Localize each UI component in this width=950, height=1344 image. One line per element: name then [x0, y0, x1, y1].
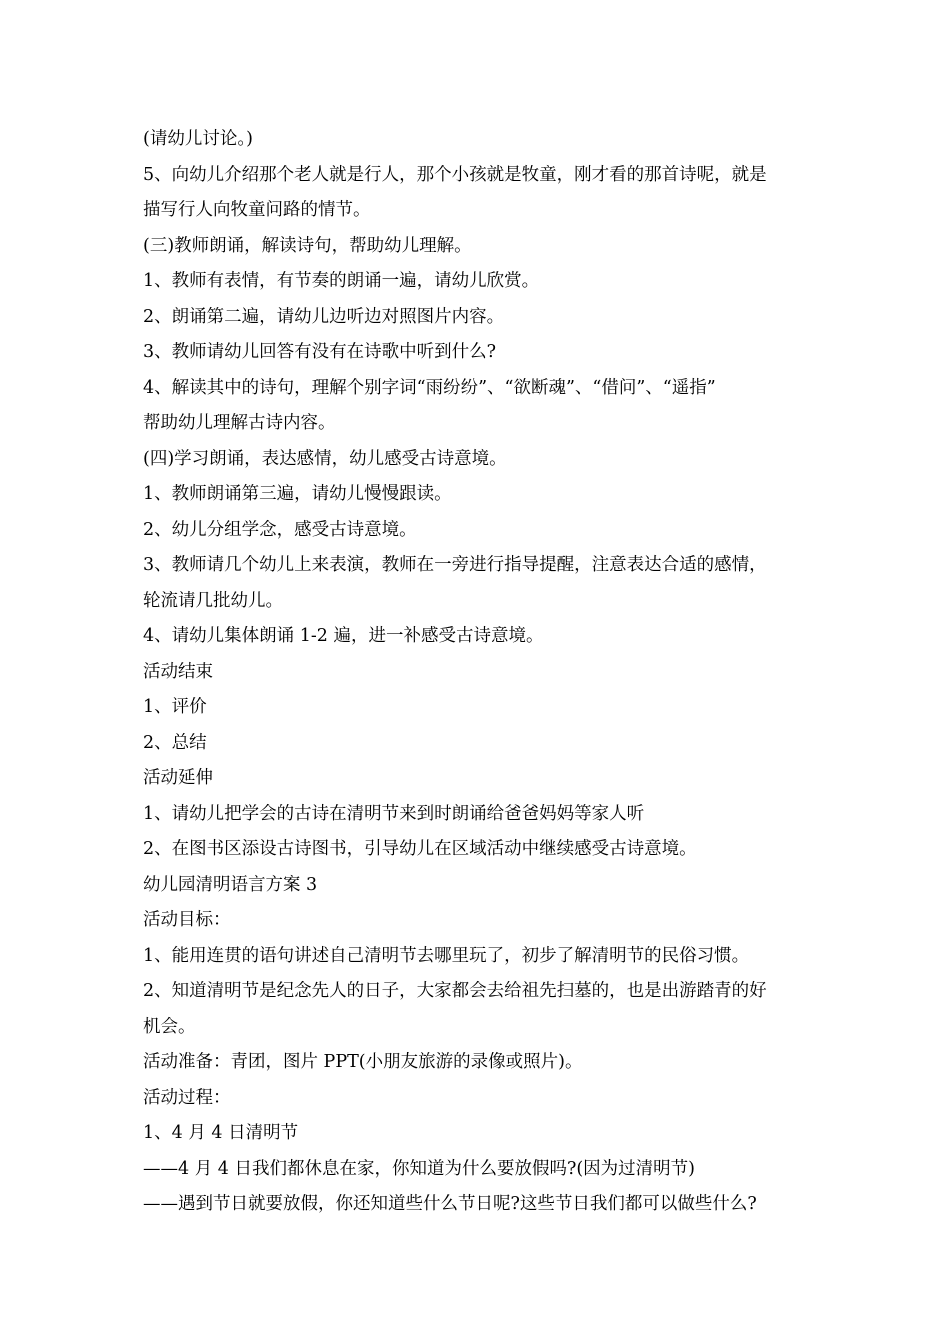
text-line: 2、在图书区添设古诗图书，引导幼儿在区域活动中继续感受古诗意境。	[143, 839, 697, 859]
text-line: 2、知道清明节是纪念先人的日子，大家都会去给祖先扫墓的，也是出游踏青的好	[143, 981, 767, 1001]
section-heading: 活动延伸	[143, 768, 213, 788]
text-line: 1、能用连贯的语句讲述自己清明节去哪里玩了，初步了解清明节的民俗习惯。	[143, 945, 750, 966]
text-line: ——遇到节日就要放假，你还知道些什么节日呢?这些节日我们都可以做些什么?	[143, 1194, 757, 1214]
text-line: 1、教师朗诵第三遍，请幼儿慢慢跟读。	[143, 484, 452, 504]
section-heading: 活动过程：	[143, 1087, 231, 1108]
text-line: 描写行人向牧童问路的情节。	[143, 200, 371, 220]
text-line: 帮助幼儿理解古诗内容。	[143, 413, 336, 433]
text-line: 机会。	[143, 1016, 196, 1037]
section-heading: 活动目标：	[143, 910, 231, 930]
text-line: 轮流请几批幼儿。	[143, 590, 283, 611]
text-line: 4、解读其中的诗句，理解个别字词“雨纷纷”、“欲断魂”、“借问”、“遥指”	[143, 377, 716, 398]
text-line: 2、总结	[143, 732, 207, 753]
text-line: ——4 月 4 日我们都休息在家，你知道为什么要放假吗?(因为过清明节)	[143, 1158, 695, 1179]
text-line: 1、请幼儿把学会的古诗在清明节来到时朗诵给爸爸妈妈等家人听	[143, 803, 645, 824]
text-line: 2、朗诵第二遍，请幼儿边听边对照图片内容。	[143, 306, 505, 327]
text-line: (请幼儿讨论。)	[143, 129, 253, 149]
document-body	[143, 122, 811, 1223]
text-line: 活动准备：青团，图片 PPT(小朋友旅游的录像或照片)。	[143, 1052, 583, 1072]
text-line: 1、4 月 4 日清明节	[143, 1123, 299, 1143]
text-line: 1、评价	[143, 697, 207, 717]
text-line: 1、教师有表情，有节奏的朗诵一遍，请幼儿欣赏。	[143, 271, 540, 291]
text-line: 3、教师请幼儿回答有没有在诗歌中听到什么?	[143, 342, 497, 362]
section-heading: 活动结束	[143, 661, 213, 682]
text-line: 5、向幼儿介绍那个老人就是行人，那个小孩就是牧童，刚才看的那首诗呢，就是	[143, 164, 767, 185]
section-heading: (四)学习朗诵，表达感情，幼儿感受古诗意境。	[143, 448, 507, 469]
section-heading: (三)教师朗诵，解读诗句，帮助幼儿理解。	[143, 235, 472, 256]
text-line: 4、请幼儿集体朗诵 1-2 遍，进一补感受古诗意境。	[143, 626, 544, 646]
plan-title: 幼儿园清明语言方案 3	[143, 874, 318, 895]
text-line: 3、教师请几个幼儿上来表演，教师在一旁进行指导提醒，注意表达合适的感情，	[143, 555, 767, 575]
text-line: 2、幼儿分组学念，感受古诗意境。	[143, 519, 417, 540]
